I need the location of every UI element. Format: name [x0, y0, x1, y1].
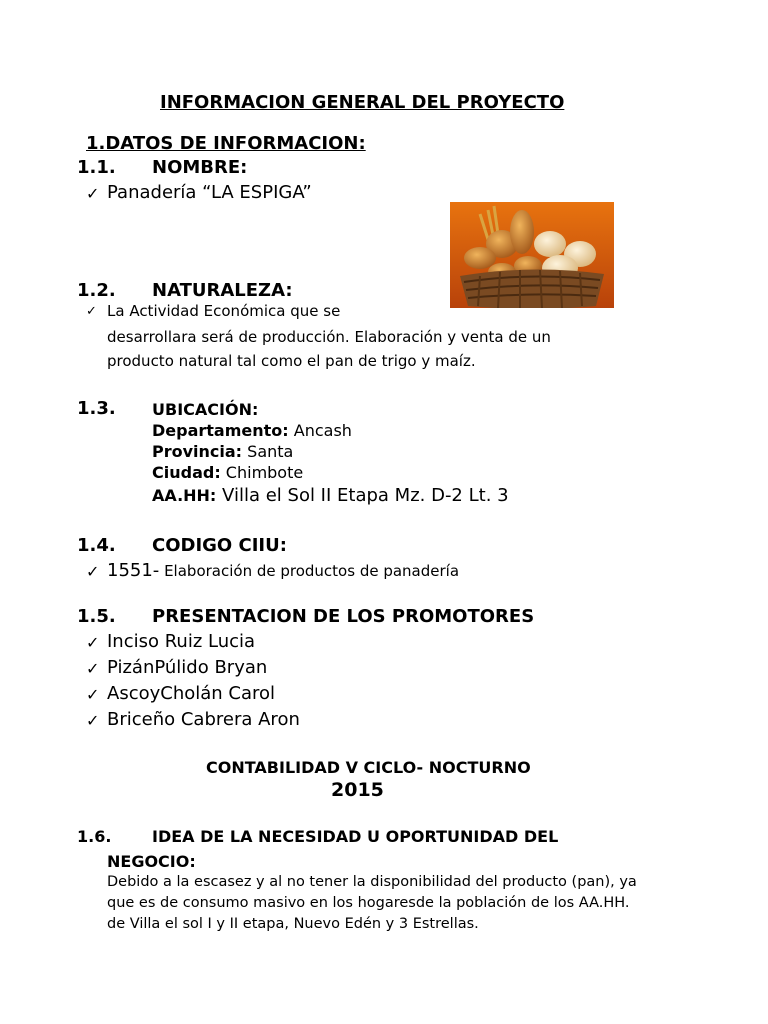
section-1-heading: 1.DATOS DE INFORMACION:	[86, 133, 366, 154]
check-icon: ✓	[86, 659, 100, 678]
need-paragraph-line-1: Debido a la escasez y al no tener la disponibilidad del producto (pan), ya	[107, 874, 637, 890]
section-1-2-number: 1.2.	[77, 280, 116, 301]
section-1-1-heading: NOMBRE:	[152, 157, 248, 178]
ciiu-row	[107, 560, 459, 581]
business-name: Panadería “LA ESPIGA”	[107, 182, 312, 203]
year: 2015	[331, 779, 384, 801]
department-row	[152, 421, 352, 440]
city-row	[152, 463, 303, 482]
course-line: CONTABILIDAD V CICLO- NOCTURNO	[206, 758, 531, 777]
section-1-6-heading-cont: NEGOCIO:	[107, 852, 196, 871]
check-icon: ✓	[86, 633, 100, 652]
aahh-value: Villa el Sol II Etapa Mz. D-2 Lt. 3	[216, 485, 509, 506]
aahh-row	[152, 485, 509, 506]
bread-basket-image	[450, 202, 614, 308]
promoter-item: Briceño Cabrera Aron	[107, 709, 300, 730]
promoter-item: Inciso Ruiz Lucia	[107, 631, 256, 652]
section-1-5-heading: PRESENTACION DE LOS PROMOTORES	[152, 606, 535, 627]
check-icon: ✓	[86, 562, 100, 581]
section-1-4-heading: CODIGO CIIU:	[152, 535, 287, 556]
need-paragraph-line-2: que es de consumo masivo en los hogaresde la población de los AA.HH.	[107, 895, 630, 911]
province-value: Santa	[242, 442, 294, 461]
check-icon: ✓	[86, 184, 100, 203]
check-icon: ✓	[86, 685, 100, 704]
section-1-4-number: 1.4.	[77, 535, 116, 556]
ciiu-code: 1551-	[107, 560, 160, 581]
section-1-3-heading: UBICACIÓN:	[152, 400, 259, 419]
check-icon: ✓	[86, 711, 100, 730]
check-icon: ✓	[86, 304, 97, 319]
province-row	[152, 442, 293, 461]
city-value: Chimbote	[220, 463, 304, 482]
section-1-5-number: 1.5.	[77, 606, 116, 627]
promoter-item: AscoyCholán Carol	[107, 683, 276, 704]
province-label: Provincia:	[152, 442, 243, 461]
aahh-label: AA.HH:	[152, 486, 217, 505]
city-label: Ciudad:	[152, 463, 221, 482]
need-paragraph-line-3: de Villa el sol I y II etapa, Nuevo Edén y 3 Estrellas.	[107, 916, 479, 932]
document-title: INFORMACION GENERAL DEL PROYECTO	[160, 92, 565, 113]
nature-line-3: producto natural tal como el pan de trigo y maíz.	[107, 352, 476, 370]
section-1-2-heading: NATURALEZA:	[152, 280, 293, 301]
section-1-1-number: 1.1.	[77, 157, 116, 178]
department-value: Ancash	[288, 421, 352, 440]
nature-line-2: desarrollara será de producción. Elaboración y venta de un	[107, 328, 551, 346]
section-1-6-heading: IDEA DE LA NECESIDAD U OPORTUNIDAD DEL	[152, 827, 559, 846]
section-1-6-number: 1.6.	[77, 827, 112, 846]
section-1-3-number: 1.3.	[77, 398, 116, 419]
promoter-item: PizánPúlido Bryan	[107, 657, 268, 678]
department-label: Departamento:	[152, 421, 289, 440]
ciiu-description: Elaboración de productos de panadería	[159, 562, 460, 580]
nature-line-1: La Actividad Económica que se	[107, 302, 341, 320]
